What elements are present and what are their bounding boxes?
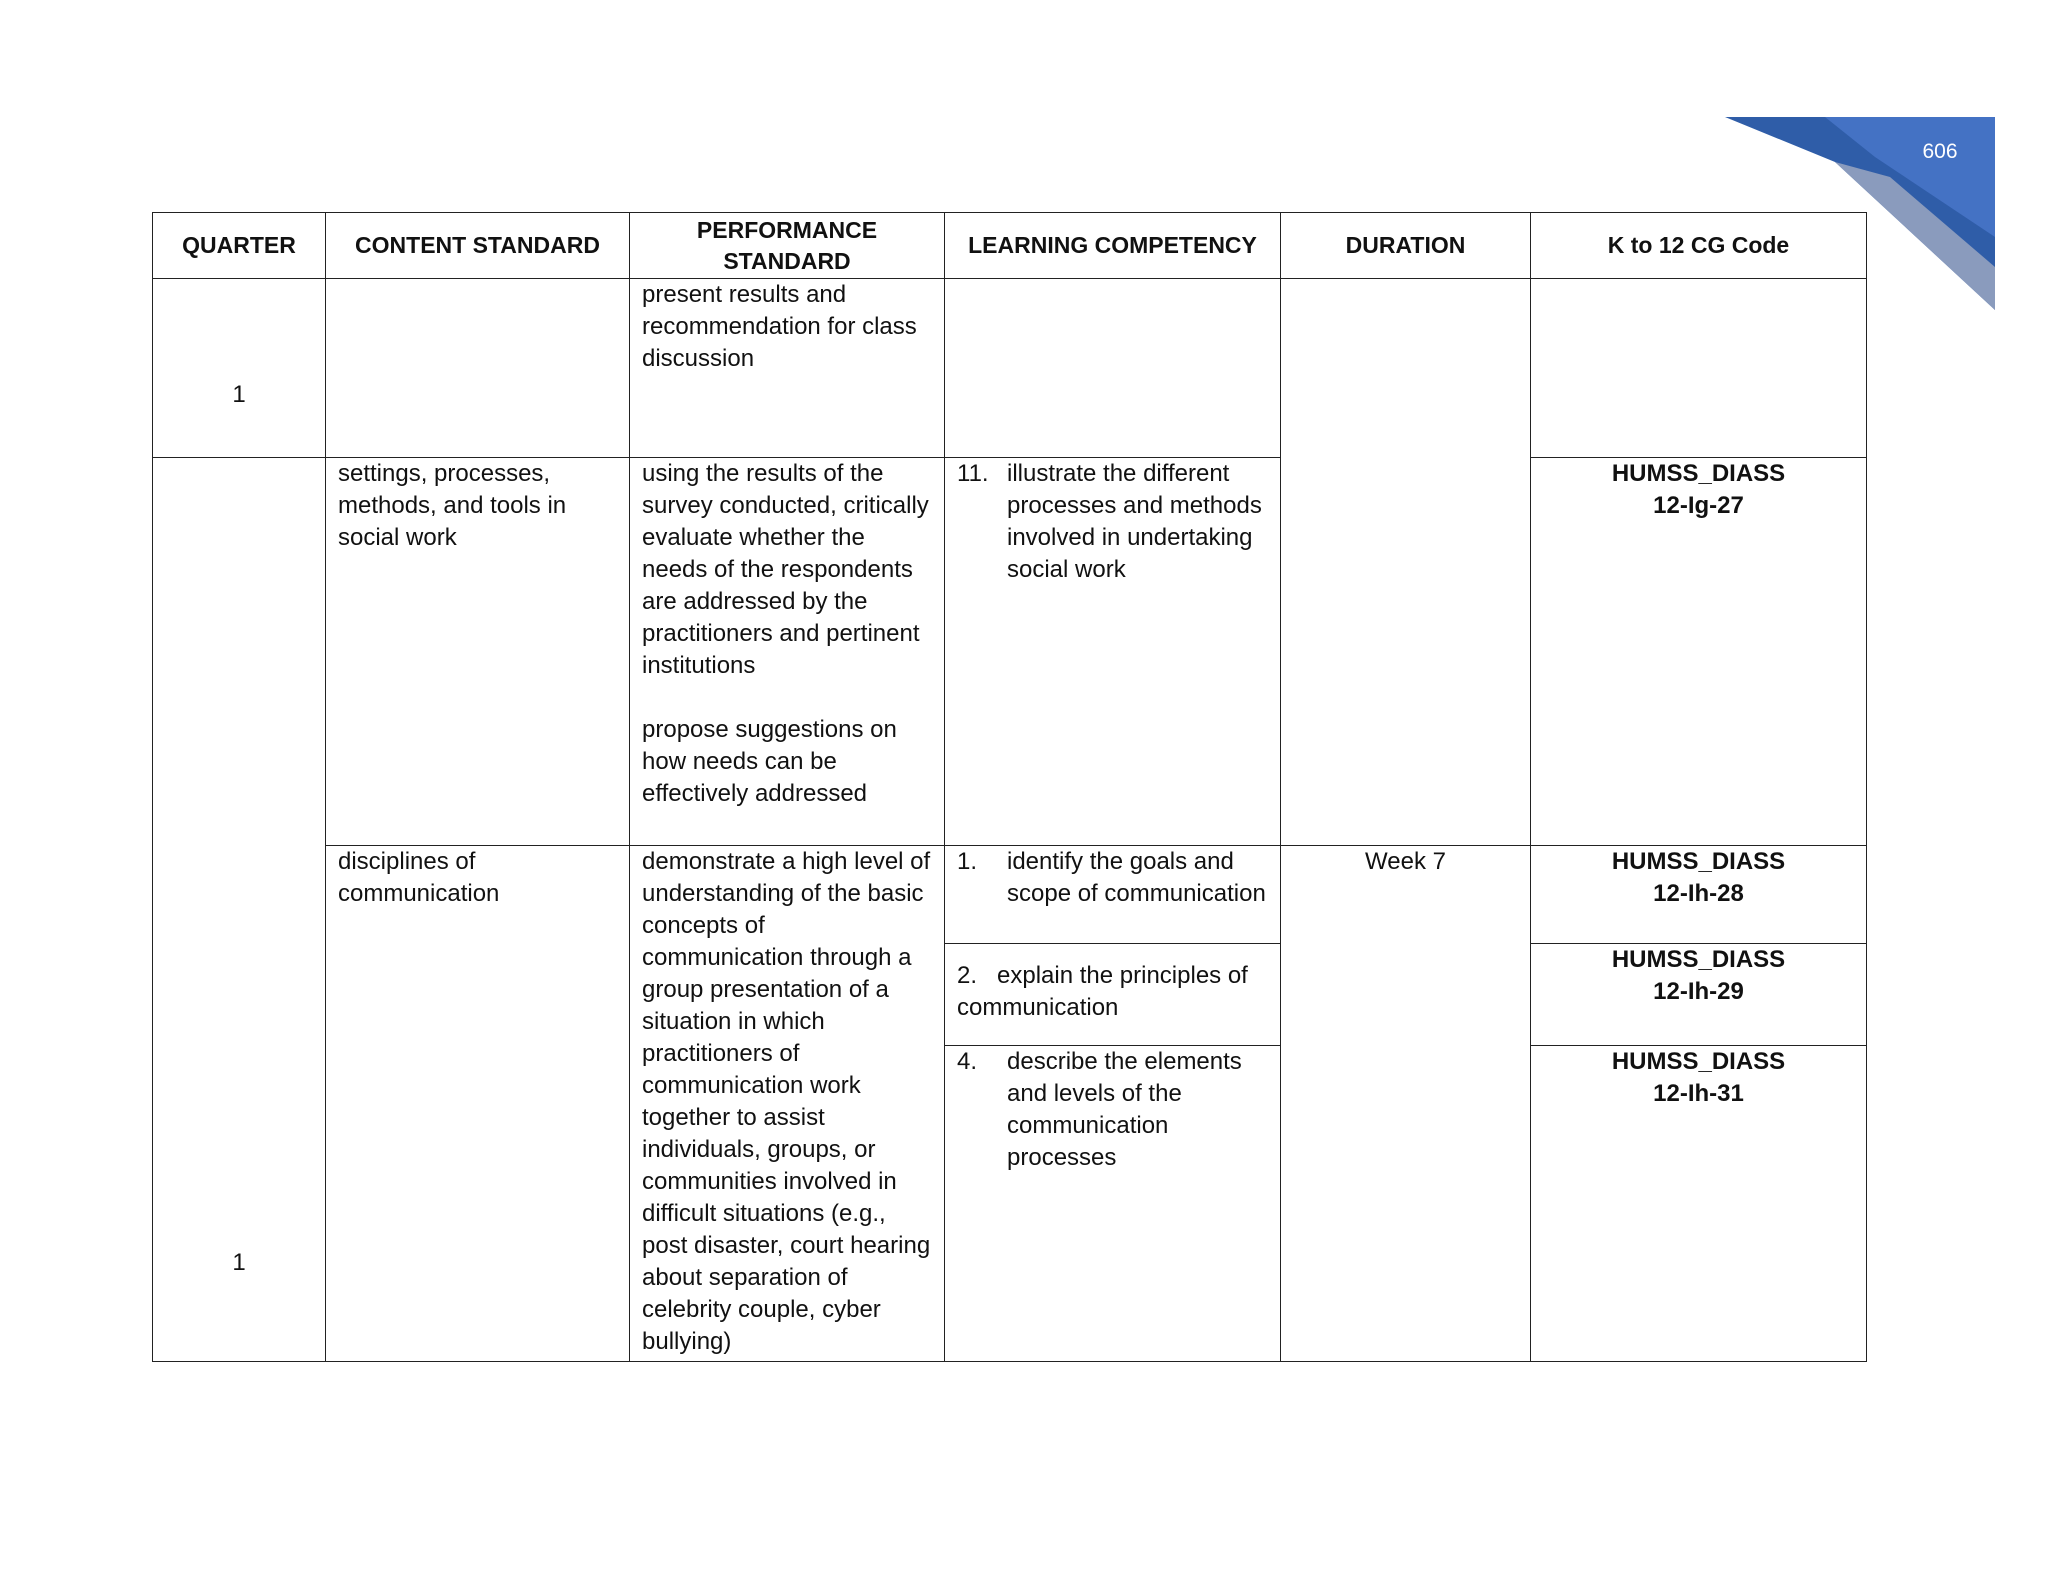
cg-code-line1: HUMSS_DIASS	[1611, 460, 1786, 487]
performance-standard-cell: demonstrate a high level of understanding of the basic concepts of communication through a group presentation of a situation in which practitioners of communication work together to assist individuals, groups, or communities involved in difficult situations (e.g., post disaster, court hearing about separation of celebrity couple, cyber bullying)	[630, 846, 945, 1362]
cg-code-line2: 12-Ih-28	[1653, 880, 1744, 907]
learning-competency-cell	[945, 1046, 1281, 1362]
competency-text: describe the elements and levels of the communication processes	[1007, 1048, 1242, 1171]
competency-item	[957, 458, 1268, 586]
competency-number: 4.	[957, 1048, 978, 1075]
header-learning-competency: LEARNING COMPETENCY	[945, 213, 1281, 279]
cg-code-cell	[1531, 846, 1867, 944]
table-row	[153, 846, 1867, 944]
competency-text: explain the principles of communication	[957, 962, 1248, 1021]
learning-competency-cell	[945, 944, 1281, 1046]
header-content-standard: CONTENT STANDARD	[326, 213, 630, 279]
cg-code-line1: HUMSS_DIASS	[1611, 946, 1786, 973]
competency-number: 1.	[957, 848, 978, 875]
competency-item	[957, 1046, 1268, 1174]
learning-competency-cell	[945, 458, 1281, 846]
table-row	[153, 458, 1867, 846]
performance-standard-cell: present results and recommendation for class discussion	[630, 279, 945, 458]
competency-text: illustrate the different processes and methods involved in undertaking social work	[1007, 460, 1262, 583]
performance-standard-cell	[630, 458, 945, 846]
content-standard-cell: disciplines of communication	[326, 846, 630, 1362]
duration-cell	[1281, 279, 1531, 846]
cg-code-cell	[1531, 1046, 1867, 1362]
header-cg-code: K to 12 CG Code	[1531, 213, 1867, 279]
quarter-cell: 1	[153, 279, 326, 458]
cg-code-line2: 12-Ih-29	[1653, 978, 1744, 1005]
cg-code-cell	[1531, 279, 1867, 458]
quarter-cell	[153, 458, 326, 1362]
competency-item	[957, 846, 1268, 910]
header-quarter: QUARTER	[153, 213, 326, 279]
header-performance-standard: PERFORMANCE STANDARD	[630, 213, 945, 279]
competency-number: 11.	[957, 460, 989, 487]
cg-code-cell	[1531, 458, 1867, 846]
competency-text: identify the goals and scope of communication	[1007, 848, 1266, 907]
cg-code-line2: 12-Ig-27	[1653, 492, 1744, 519]
header-row	[153, 213, 1867, 279]
cg-code-cell	[1531, 944, 1867, 1046]
duration-cell: Week 7	[1281, 846, 1531, 1362]
curriculum-table	[152, 212, 1867, 1362]
performance-text: using the results of the survey conducted, critically evaluate whether the needs of the respondents are addressed by the practitioners and pertinent institutions	[642, 460, 929, 679]
performance-text: propose suggestions on how needs can be effectively addressed	[642, 716, 897, 807]
quarter-value: 1	[232, 1249, 246, 1276]
content-standard-cell	[326, 279, 630, 458]
header-duration: DURATION	[1281, 213, 1531, 279]
cg-code-line1: HUMSS_DIASS	[1611, 848, 1786, 875]
learning-competency-cell	[945, 846, 1281, 944]
table-row	[153, 279, 1867, 458]
cg-code-line2: 12-Ih-31	[1653, 1080, 1744, 1107]
competency-number: 2.	[957, 962, 978, 989]
cg-code-line1: HUMSS_DIASS	[1611, 1048, 1786, 1075]
learning-competency-cell	[945, 279, 1281, 458]
content-standard-cell: settings, processes, methods, and tools in social work	[326, 458, 630, 846]
page-number: 606	[1922, 140, 1958, 163]
